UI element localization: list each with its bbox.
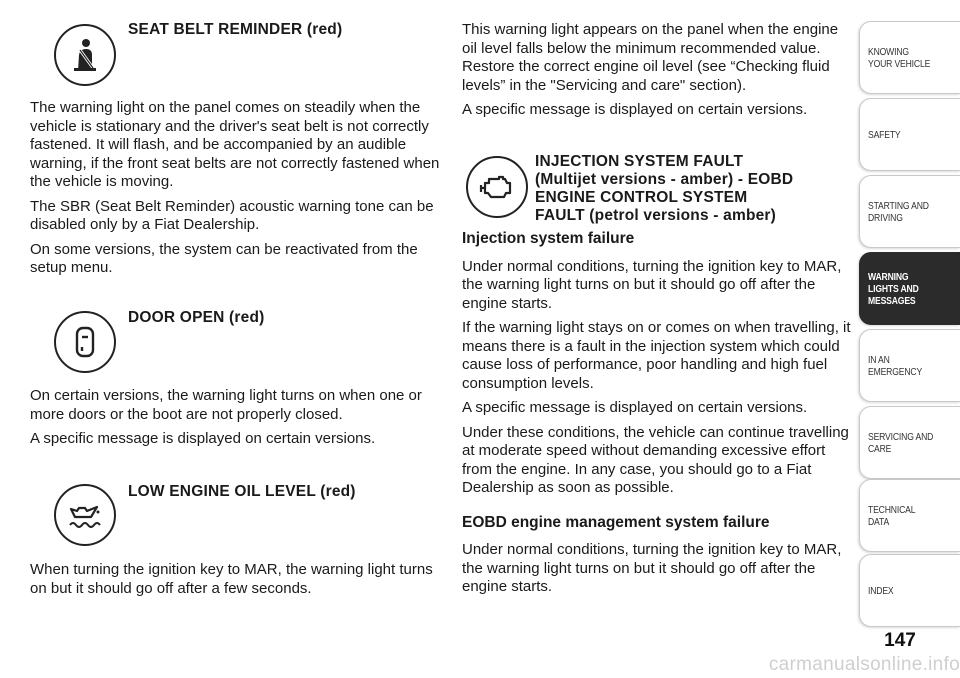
title-line: (Multijet versions - amber) - EOBD (535, 171, 794, 188)
paragraph: The SBR (Seat Belt Reminder) acoustic warning tone can be disabled only by a Fiat Dealership. (30, 197, 434, 233)
low-oil-title: LOW ENGINE OIL LEVEL (red) (128, 483, 356, 500)
injection-title (535, 153, 855, 225)
oil-level-text (462, 21, 854, 120)
paragraph: On certain versions, the warning light turns on when one or more doors or the boot are not properly closed. (30, 387, 422, 423)
subheading: Injection system failure (462, 230, 635, 247)
tab-in-an-emergency[interactable] (859, 329, 960, 402)
paragraph: This warning light appears on the panel when the engine oil level falls below the minimum recommended value. Restore the correct engine oil level (see “Checking fluid levels” in the "Servicing and care" section). (462, 21, 839, 94)
paragraph: When turning the ignition key to MAR, the warning light turns on but it should go off after a few seconds. (30, 561, 433, 597)
title-line: INJECTION SYSTEM FAULT (535, 153, 744, 170)
door-open-text (30, 387, 440, 449)
paragraph: On some versions, the system can be reactivated from the setup menu. (30, 240, 418, 276)
subheading: EOBD engine management system failure (462, 513, 770, 531)
paragraph: A specific message is displayed on certain versions. (462, 101, 808, 118)
seat-belt-title: SEAT BELT REMINDER (red) (128, 21, 343, 38)
paragraph: A specific message is displayed on certain versions. (30, 430, 376, 447)
page-number: 147 (884, 630, 916, 651)
tab-label: WARNING LIGHTS AND MESSAGES (868, 270, 919, 307)
tab-label: SAFETY (868, 128, 901, 141)
paragraph: Under normal conditions, turning the ignition key to MAR, the warning light turns on but it should go off after the engine starts. (462, 541, 842, 595)
paragraph: If the warning light stays on or comes on when travelling, it means there is a fault in the injection system which could cause loss of performance, poor handling and high fuel consumption levels. (462, 319, 851, 392)
tab-label: SERVICING AND CARE (868, 430, 934, 455)
tab-warning-lights-and-messages[interactable] (859, 252, 960, 325)
title-line: FAULT (petrol versions - amber) (535, 207, 777, 224)
paragraph: The warning light on the panel comes on steadily when the vehicle is stationary and the driver's seat belt is not correctly fastened. It will flash, and be accompanied by an audible warning, if the front seat belts are not correctly fastened when the vehicle is moving. (30, 99, 440, 190)
title-line: ENGINE CONTROL SYSTEM (535, 189, 748, 206)
tab-label: KNOWING YOUR VEHICLE (868, 45, 931, 70)
tab-label: INDEX (868, 584, 894, 597)
tab-servicing-and-care[interactable] (859, 406, 960, 479)
tab-label: STARTING AND DRIVING (868, 199, 929, 224)
paragraph: Under normal conditions, turning the ignition key to MAR, the warning light turns on but it should go off after the engine starts. (462, 257, 842, 312)
tab-label: IN AN EMERGENCY (868, 353, 923, 378)
injection-text (462, 230, 854, 597)
tab-index[interactable] (859, 554, 960, 627)
door-open-icon (54, 311, 116, 373)
section-tabs (859, 21, 960, 628)
tab-label: TECHNICAL DATA (868, 503, 916, 528)
seat-belt-text (30, 99, 440, 278)
watermark: carmanualsonline.info (768, 654, 960, 675)
tab-knowing-your-vehicle[interactable] (859, 21, 960, 94)
paragraph: A specific message is displayed on certain versions. (462, 399, 808, 416)
low-oil-text (30, 561, 440, 598)
tab-safety[interactable] (859, 98, 960, 171)
tab-technical-data[interactable] (859, 479, 960, 552)
paragraph: Under these conditions, the vehicle can continue travelling at moderate speed without demanding excessive effort from the engine. In any case, you should go to a Fiat Dealership as soon as possible. (462, 423, 849, 496)
engine-icon (466, 156, 528, 218)
oil-can-icon (54, 484, 116, 546)
seat-belt-icon (54, 24, 116, 86)
tab-starting-and-driving[interactable] (859, 175, 960, 248)
door-open-title: DOOR OPEN (red) (128, 309, 265, 326)
